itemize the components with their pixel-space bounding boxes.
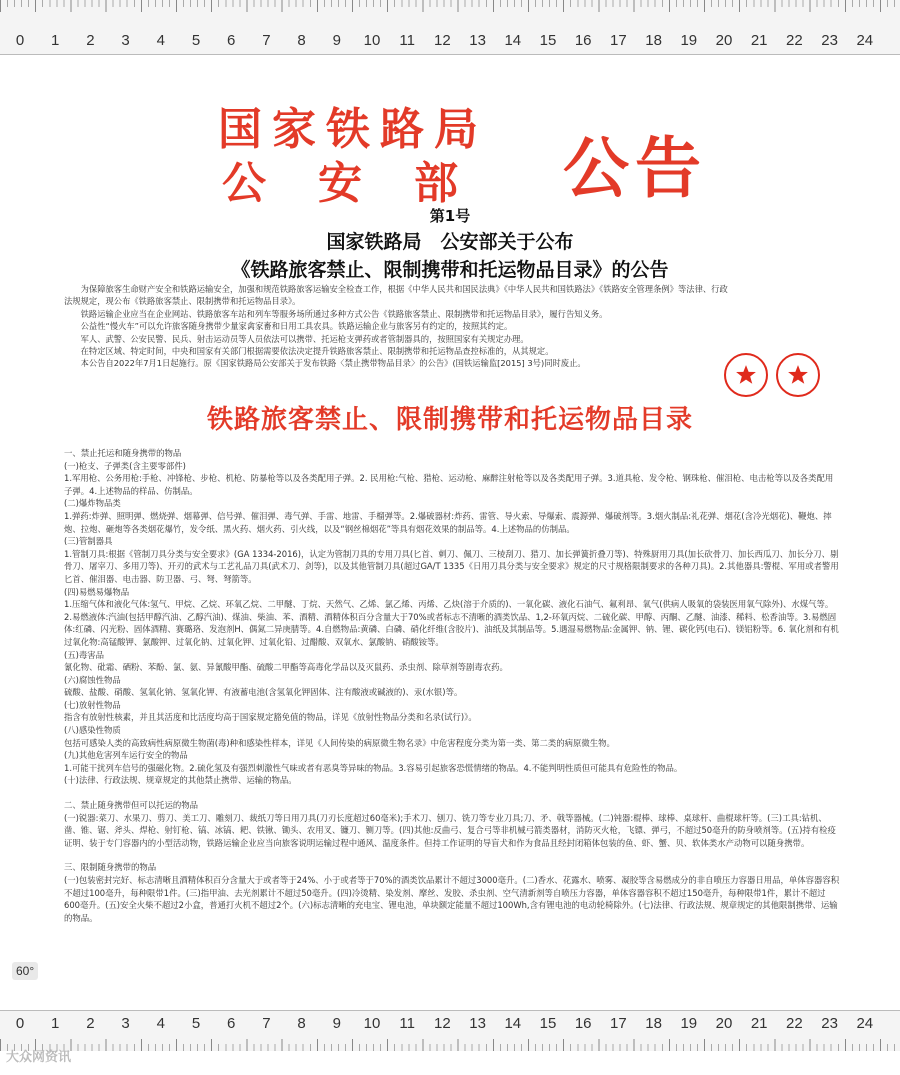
title-line-1: 国家铁路局 公安部关于公布 <box>326 231 574 253</box>
bottom-ruler-numbers <box>0 1015 900 1035</box>
ruler-number: 6 <box>227 32 236 49</box>
seal-public-security <box>776 353 820 397</box>
ruler-number: 14 <box>504 32 522 49</box>
ruler-number: 2 <box>86 32 95 49</box>
subsection-heading: (三)管制器具 <box>64 536 113 547</box>
catalog-text: 1.军用枪、公务用枪:手枪、冲锋枪、步枪、机枪、防暴枪等以及各类配用子弹。2. 民用枪:气枪、猎枪、运动枪、麻醉注射枪等以及各类配用子弹。3.道具枪、发令枪、钢珠枪、催泪枪、电击枪等以及各类配用子弹。4.上述物品的样品、仿制品。 <box>64 473 834 496</box>
subsection-heading: (六)腐蚀性物品 <box>64 674 121 685</box>
subsection-heading: (七)放射性物品 <box>64 699 121 710</box>
intro-paragraph: 公益性“慢火车”可以允许旅客随身携带少量家禽家畜和日用工具农具。铁路运输企业与旅客另有约定的，按照其约定。 <box>80 321 513 332</box>
ruler-number: 20 <box>715 1015 733 1032</box>
ruler-number: 13 <box>469 32 486 49</box>
ruler-number: 1 <box>51 32 60 49</box>
catalog-title: 铁路旅客禁止、限制携带和托运物品目录 <box>206 405 693 435</box>
catalog-text: 硫酸、盐酸、硝酸、氢氧化钠、氢氧化钾、有液蓄电池(含氢氧化钾固体、注有酸液或碱液的)、汞(水银)等。 <box>64 687 463 698</box>
subsection-heading: (八)感染性物质 <box>64 725 121 736</box>
catalog-text: 1.可能干扰列车信号的强磁化物。2.硫化氢及有强烈刺激性气味或者有恶臭等异味的物品。3.容易引起旅客恐慌情绪的物品。4.不能判明性质但可能具有危险性的物品。 <box>64 762 683 773</box>
ruler-number: 9 <box>332 32 341 49</box>
subsection-heading: (九)其他危害列车运行安全的物品 <box>64 750 188 761</box>
catalog-body <box>64 447 840 924</box>
catalog-text: (一)锐器:菜刀、水果刀、剪刀、美工刀、雕刻刀、裁纸刀等日用刀具(刀刃长度超过60毫米);手术刀、刨刀、铣刀等专业刀具;刀、矛、戟等器械。(二)钝器:棍棒、球棒、桌球杆、曲棍球杆等。(三)工具:钻机、凿、锥、锯、斧头、焊枪、射钉枪、镐、冰镐、耙、铁锹、锄头、农用叉、镰刀、铡刀等。(四)其他:反曲弓、复合弓等非机械弓箭类器材，消防灭火枪，飞镖、弹弓，不超过50毫升的防身喷剂等。(五)持有检疫证明、装于专门容器内的小型活动物，铁路运输企业应当向旅客说明运输过程中通风、温度条件。但持工作证明的导盲犬和作为食品且经封闭箱体包装的鱼、虾、蟹、贝、软体类水产动物可以随身携带。 <box>64 812 836 848</box>
ruler-number: 19 <box>680 32 698 49</box>
ruler-number: 7 <box>262 1015 271 1032</box>
section-heading: 二、禁止随身携带但可以托运的物品 <box>64 800 198 811</box>
ruler-number: 16 <box>574 32 592 49</box>
catalog-text: (十)法律、行政法规、规章规定的其他禁止携带、运输的物品。 <box>64 775 297 786</box>
ruler-number: 8 <box>297 1015 306 1032</box>
ruler-number: 0 <box>15 32 25 49</box>
org-public-security: 公安部 <box>222 158 510 209</box>
ruler-number: 22 <box>786 32 803 49</box>
top-ruler-numbers <box>0 32 900 52</box>
ruler-number: 1 <box>51 1015 60 1032</box>
ruler-number: 21 <box>750 32 768 49</box>
ruler-number: 6 <box>227 1015 236 1032</box>
ruler-number: 23 <box>821 32 838 49</box>
org-national-railway: 国家铁路局 <box>218 104 488 155</box>
ruler-number: 3 <box>121 1015 130 1032</box>
top-ruler <box>0 0 900 55</box>
section-heading: 三、限制随身携带的物品 <box>64 862 157 873</box>
bottom-ruler <box>0 1010 900 1051</box>
section-heading: 一、禁止托运和随身携带的物品 <box>64 448 182 458</box>
catalog-text: 指含有放射性核素，并且其活度和比活度均高于国家规定豁免值的物品，详见《放射性物品分类和名录(试行)》。 <box>64 712 477 723</box>
subsection-heading: (四)易燃易爆物品 <box>64 586 130 597</box>
ruler-number: 5 <box>191 1015 201 1032</box>
ruler-number: 13 <box>469 1015 486 1032</box>
title-line-2: 《铁路旅客禁止、限制携带和托运物品目录》的公告 <box>231 259 669 281</box>
intro-paragraph: 军人、武警、公安民警、民兵、射击运动员等人员依法可以携带、托运枪支弹药或者管制器具的，按照国家有关规定办理。 <box>80 333 529 344</box>
ruler-number: 4 <box>156 1015 165 1032</box>
announcement-number: 第1号 <box>429 207 471 225</box>
intro-text <box>64 283 734 370</box>
watermark: 大众网资讯 <box>6 1050 72 1065</box>
ruler-number: 17 <box>610 1015 627 1032</box>
ruler-number: 8 <box>297 32 306 49</box>
catalog-text: 1.压缩气体和液化气体:氢气、甲烷、乙烷、环氧乙烷、二甲醚、丁烷、天然气、乙烯、氯乙烯、丙烯、乙炔(溶于介质的)、一氧化碳、液化石油气、氟利昂、氧气(供病人吸氧的袋装医用氧气除外)、水煤气等。2.易燃液体:汽油(包括甲醇汽油、乙醇汽油)、煤油、柴油、苯、酒精、酒精体积百分含量大于70%或者标志不清晰的酒类饮品、1,2-环氧丙烷、二硫化碳、甲醇、丙酮、乙醚、油漆、稀料、松香油等。3.易燃固体:红磷、闪光粉、固体酒精、赛璐珞、发泡剂H、偶氮二异庚腈等。4.自燃物品:黄磷、白磷、硝化纤维(含胶片)、油纸及其制品等。5.遇湿易燃物品:金属钾、钠、锂、碳化钙(电石)、镁铝粉等。6. 氧化剂和有机过氧化物:高锰酸钾、氯酸钾、过氧化钠、过氧化钾、过氧化铅、过醋酸、双氧水、氯酸钠、硝酸铵等。 <box>64 599 839 647</box>
ruler-number: 18 <box>645 1015 662 1032</box>
subsection-heading: (一)枪支、子弹类(含主要零部件) <box>64 460 186 471</box>
ruler-number: 19 <box>680 1015 698 1032</box>
catalog-text: 包括可感染人类的高致病性病原微生物菌(毒)种和感染性样本，详见《人间传染的病原微生物名录》中危害程度分类为第一类、第二类的病原微生物。 <box>64 737 615 748</box>
catalog-text: 1.弹药:炸弹、照明弹、燃烧弹、烟幕弹、信号弹、催泪弹、毒气弹、手雷、地雷、手榴弹等。2.爆破器材:炸药、雷管、导火索、导爆索、震源弹、爆破剂等。3.烟火制品:礼花弹、烟花(含冷光烟花)、鞭炮、摔炮、拉炮、砸炮等各类烟花爆竹，发令纸、黑火药、烟火药、引火线，以及“钢丝棉烟花”等具有烟花效果的制品等。4.上述物品的仿制品。 <box>64 510 832 534</box>
subsection-heading: (二)爆炸物品类 <box>64 498 121 509</box>
ruler-number: 17 <box>610 32 627 49</box>
ruler-number: 0 <box>15 1015 25 1032</box>
intro-paragraph: 铁路运输企业应当在企业网站、铁路旅客车站和列车等服务场所通过多种方式公告《铁路旅客禁止、限制携带和托运物品目录》，履行告知义务。 <box>80 308 608 319</box>
catalog-text: 氰化物、砒霜、硒粉、苯酚、氯、氨、异氰酸甲酯、硫酸二甲酯等高毒化学品以及灭鼠药、杀虫剂、除草剂等剧毒农药。 <box>64 662 508 673</box>
ruler-number: 5 <box>191 32 201 49</box>
announcement-document <box>0 55 900 1009</box>
ruler-number: 10 <box>363 1015 381 1032</box>
ruler-number: 16 <box>574 1015 592 1032</box>
ruler-number: 24 <box>856 32 874 49</box>
ruler-number: 10 <box>363 32 381 49</box>
ruler-number: 12 <box>434 32 451 49</box>
ruler-number: 3 <box>121 32 130 49</box>
ruler-number: 15 <box>539 32 557 49</box>
ruler-number: 12 <box>434 1015 451 1032</box>
angle-label-bottom: 60° <box>12 962 38 980</box>
catalog-text: (一)包装密封完好、标志清晰且酒精体积百分含量大于或者等于24%、小于或者等于70%的酒类饮品累计不超过3000毫升。(二)香水、花露水、喷雾、凝胶等含易燃成分的非自喷压力容器日用品，单体容器容积不超过100毫升，每种限带1件。(三)指甲油、去光剂累计不超过50毫升。(四)冷烫精、染发剂、摩丝、发胶、杀虫剂、空气清新剂等自喷压力容器，单体容器容积不超过150毫升，每种限带1件，累计不超过600毫升。(五)安全火柴不超过2小盒，普通打火机不超过2个。(六)标志清晰的充电宝、锂电池，单块额定能量不超过100Wh,含有锂电池的电动轮椅除外。(七)法律、行政法规、规章规定的其他限制携带、运输的物品。 <box>64 875 840 923</box>
ruler-number: 2 <box>86 1015 95 1032</box>
ruler-number: 18 <box>645 32 662 49</box>
ruler-number: 7 <box>262 32 271 49</box>
ruler-number: 23 <box>821 1015 838 1032</box>
ruler-number: 20 <box>715 32 733 49</box>
subsection-heading: (五)毒害品 <box>64 649 105 660</box>
ruler-number: 22 <box>786 1015 803 1032</box>
announcement-label: 公告 <box>563 130 707 207</box>
ruler-number: 14 <box>504 1015 522 1032</box>
star-emblem-icon <box>735 364 757 386</box>
ruler-number: 11 <box>399 32 415 49</box>
ruler-number: 21 <box>750 1015 768 1032</box>
ruler-number: 11 <box>399 1015 415 1032</box>
intro-paragraph: 本公告自2022年7月1日起施行。原《国家铁路局公安部关于发布铁路〈禁止携带物品目录〉的公告》(国铁运输监[2015] 3号)同时废止。 <box>80 358 586 369</box>
star-emblem-icon <box>787 364 809 386</box>
intro-paragraph: 在特定区域、特定时间，中央和国家有关部门根据需要依法决定提升铁路旅客禁止、限制携带和托运物品查控标准的，从其规定。 <box>80 346 554 357</box>
ruler-number: 4 <box>156 32 165 49</box>
seal-national-railway <box>724 353 768 397</box>
ruler-number: 15 <box>539 1015 557 1032</box>
ruler-number: 9 <box>332 1015 341 1032</box>
intro-paragraph: 为保障旅客生命财产安全和铁路运输安全，加强和规范铁路旅客运输安全检查工作，根据《中华人民共和国民法典》《中华人民共和国铁路法》《铁路安全管理条例》等法律、行政法规规定，现公布《铁路旅客禁止、限制携带和托运物品目录》。 <box>64 284 728 307</box>
catalog-text: 1.管制刀具:根据《管制刀具分类与安全要求》(GA 1334-2016)，认定为管制刀具的专用刀具(匕首、刺刀、佩刀、三棱刮刀、猎刀、加长弹簧折叠刀等)、特殊厨用刀具(加长砍骨刀、加长西瓜刀、加长分刀、剔骨刀、屠宰刀、多用刀等)、开刃的武术与工艺礼品刀具(武术刀、剑等)，以及其他管制刀具(超过GA/T 1335《日用刀具分类与安全要求》规定的尺寸规格限制要求的各种刀具)。2.其他器具:警棍、军用或者警用匕首、催泪器、电击器、防卫器、弓、弩、弩箭等。 <box>64 548 839 584</box>
ruler-number: 24 <box>856 1015 874 1032</box>
